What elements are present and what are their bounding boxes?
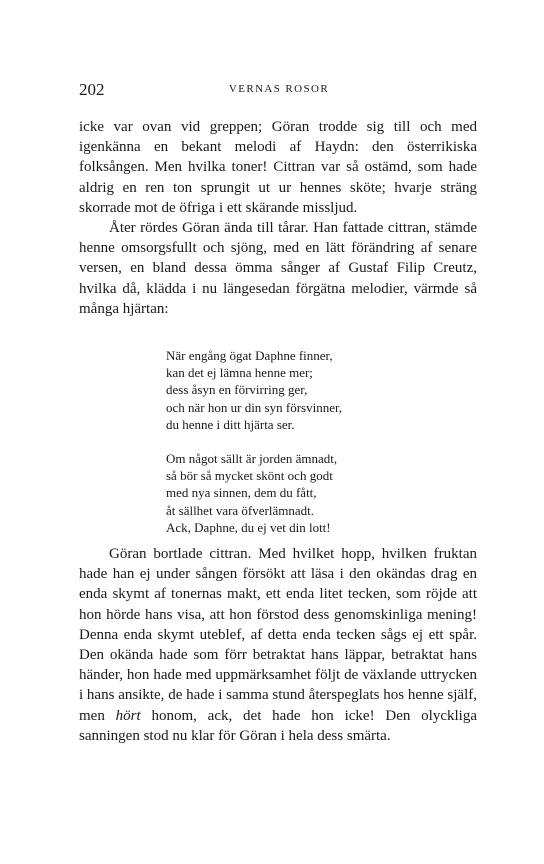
paragraph-continued: icke var ovan vid greppen; Göran trodde sig till och med igenkänna en bekant melodi af Haydn: den österrikiska folksången. Men hvilka toner! Cittran var så ostämd, som hade aldrig en ren ton sprungit ut ur hennes sköte; hvarje sträng skorrade mot de öfriga i ett skärande missljud. bbox=[79, 119, 477, 216]
body-text-upper bbox=[79, 117, 477, 319]
page-number: 202 bbox=[79, 80, 105, 99]
body-text-lower bbox=[79, 544, 477, 746]
poem-line: Ack, Daphne, du ej vet din lott! bbox=[166, 519, 331, 535]
running-title: VERNAS ROSOR bbox=[228, 83, 330, 95]
poem-line: så bör så mycket skönt och godt bbox=[166, 468, 333, 484]
poem-line: kan det ej lämna henne mer; bbox=[166, 365, 313, 381]
poem-line: Om något sällt är jorden ämnadt, bbox=[166, 451, 338, 466]
poem-line: åt sällhet vara öfverlämnadt. bbox=[166, 502, 314, 518]
poem-line: och när hon ur din syn försvinner, bbox=[166, 399, 343, 415]
emphasized-word: hört bbox=[115, 707, 141, 724]
paragraph-text: honom, ack, det hade hon icke! Den olyckliga sanningen stod nu klar för Göran i hela dess smärta. bbox=[79, 707, 477, 744]
poem-stanza-1 bbox=[166, 347, 466, 433]
poem-line: dess åsyn en förvirring ger, bbox=[166, 382, 308, 398]
paragraph-ater-rordes: Åter rördes Göran ända till tårar. Han fattade cittran, stämde henne omsorgsfullt och sjöng, med en lätt förändring af senare versen, en bland dessa ömma sånger af Gustaf Filip Creutz, hvilka då, klädda i nu längesedan förgätna melodier, värmde så många hjärtan: bbox=[79, 220, 477, 317]
poem-line: med nya sinnen, dem du fått, bbox=[166, 485, 317, 501]
page-header bbox=[79, 80, 479, 102]
poem-line: När engång ögat Daphne finner, bbox=[166, 348, 333, 363]
poem-line: du henne i ditt hjärta ser. bbox=[166, 416, 295, 432]
poem-stanza-2 bbox=[166, 450, 466, 536]
paragraph-text: Göran bortlade cittran. Med hvilket hopp, hvilken fruktan hade han ej under sången försökt att läsa i den okändas drag en enda skymt af tonernas makt, ett enda litet tecken, som röjde att hon hörde hans visa, att hon förstod dess genomskinliga mening! Denna enda skymt uteblef, af detta enda tecken sågs ej ett spår. Den okända hade som förr betraktat hans läppar, betraktat hans händer, hon hade med uppmärksamhet följt de växlande uttrycken i hans ansikte, de hade i samma stund återspeglats hos henne själf, men bbox=[79, 546, 477, 724]
paragraph-goran-bortlade bbox=[79, 544, 477, 746]
